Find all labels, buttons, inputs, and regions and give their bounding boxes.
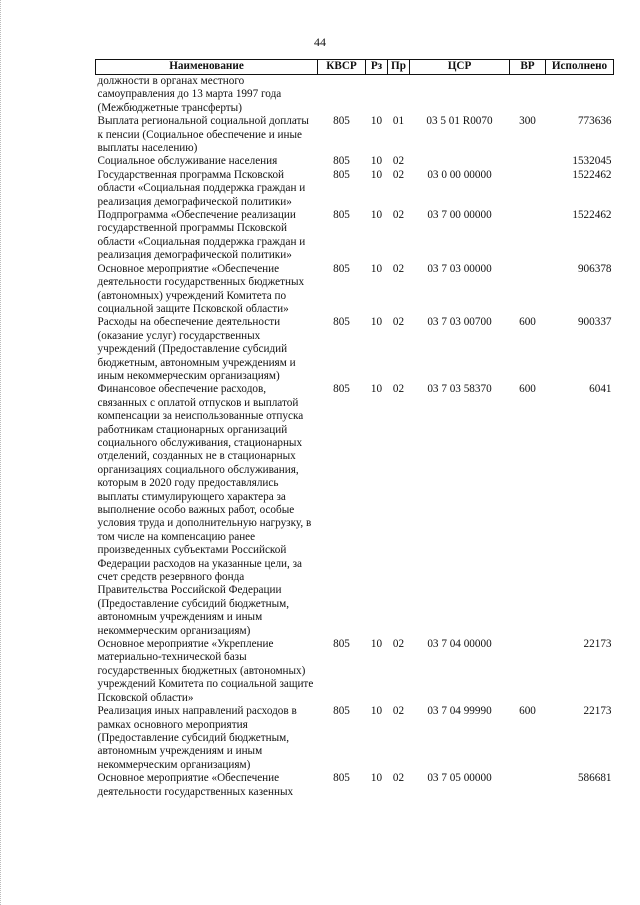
header-pr: Пр: [388, 60, 410, 75]
cell-rz: [366, 75, 388, 116]
cell-name: Социальное обслуживание населения: [97, 155, 278, 168]
cell-rz: 10: [370, 262, 383, 275]
table-row: [96, 772, 614, 799]
cell-done: 1522462: [572, 168, 612, 181]
table-row: [96, 169, 614, 209]
header-kvsr: КВСР: [318, 60, 366, 75]
cell-pr: 02: [392, 638, 405, 651]
table-row: [96, 383, 614, 638]
cell-pr: 02: [392, 168, 405, 181]
header-csr: ЦСР: [410, 60, 510, 75]
cell-pr: 02: [392, 383, 405, 396]
cell-rz: 10: [370, 383, 383, 396]
header-rz: Рз: [366, 60, 388, 75]
cell-kvsr: 805: [333, 115, 350, 128]
cell-pr: 02: [392, 316, 405, 329]
cell-done: 906378: [577, 262, 612, 275]
cell-csr: 03 5 01 R0070: [426, 115, 493, 128]
cell-pr: 02: [392, 772, 405, 785]
cell-vr: 300: [519, 115, 536, 128]
cell-kvsr: 805: [333, 638, 350, 651]
cell-rz: 10: [370, 316, 383, 329]
cell-csr: 03 7 05 00000: [427, 772, 492, 785]
table-row: [96, 75, 614, 116]
cell-pr: 02: [392, 209, 405, 222]
table-row: [96, 115, 614, 155]
table-row: [96, 209, 614, 263]
cell-kvsr: 805: [333, 316, 350, 329]
cell-vr: [510, 263, 546, 317]
cell-done: 1522462: [572, 209, 612, 222]
cell-rz: 10: [370, 168, 383, 181]
cell-kvsr: 805: [333, 168, 350, 181]
cell-pr: 02: [392, 262, 405, 275]
cell-name: Реализация иных направлений расходов в рамках основного мероприятия (Предоставление субсидий бюджетным, автономным учреждениям и иным некоммерческим организациям): [97, 705, 297, 771]
cell-vr: 600: [519, 383, 536, 396]
table-row: [96, 155, 614, 168]
cell-pr: 01: [392, 115, 405, 128]
header-done: Исполнено: [546, 60, 614, 75]
cell-kvsr: [318, 75, 366, 116]
table-row: [96, 316, 614, 383]
cell-kvsr: 805: [333, 772, 350, 785]
budget-table: [95, 59, 614, 799]
table-row: [96, 705, 614, 772]
header-vr: ВР: [510, 60, 546, 75]
cell-name: Выплата региональной социальной доплаты к пенсии (Социальное обеспечение и иные выплаты населению): [97, 115, 309, 155]
cell-done: 22173: [583, 705, 612, 718]
cell-done: 22173: [583, 638, 612, 651]
cell-pr: 02: [392, 705, 405, 718]
cell-csr: 03 7 03 58370: [427, 383, 492, 396]
cell-kvsr: 805: [333, 383, 350, 396]
cell-rz: 10: [370, 638, 383, 651]
cell-csr: 03 7 00 00000: [427, 209, 492, 222]
cell-name: должности в органах местного самоуправления до 13 марта 1997 года (Межбюджетные трансферты): [97, 75, 282, 114]
cell-vr: [510, 638, 546, 705]
cell-name: Основное мероприятие «Обеспечение деятельности государственных казенных: [97, 772, 294, 798]
cell-csr: [410, 75, 510, 116]
cell-name: Финансовое обеспечение расходов, связанных с оплатой отпусков и выплатой компенсации за неиспользованные отпуска работникам стационарных организаций социального обслуживания, стационарных отделений, созданных не в стационарных организациях социального обслуживания, которым в 2020 году предоставлялись выплаты стимулирующего характера за выполнение особо важных работ, особые условия труда и дополнительную нагрузку, в том числе на компенсацию ранее произведенных субъектами Российской Федерации расходов на указанные цели, за счет средств резервного фонда Правительства Российской Федерации (Предоставление субсидий бюджетным, автономным учреждениям и иным некоммерческим организациям): [97, 383, 312, 637]
cell-vr: [510, 772, 546, 799]
cell-csr: 03 7 04 00000: [427, 638, 492, 651]
cell-done: 900337: [577, 316, 612, 329]
cell-vr: [510, 155, 546, 168]
cell-csr: 03 7 03 00000: [427, 262, 492, 275]
cell-done: 586681: [577, 772, 612, 785]
cell-done: [546, 75, 614, 116]
cell-csr: 03 7 04 99990: [427, 705, 492, 718]
table-row: [96, 638, 614, 705]
cell-rz: 10: [370, 155, 383, 168]
cell-vr: [510, 169, 546, 209]
cell-name: Основное мероприятие «Укрепление материально-технической базы государственных бюджетных (автономных) учреждений Комитета по социальной защите Псковской области»: [97, 638, 314, 704]
cell-csr: 03 0 00 00000: [427, 168, 492, 181]
cell-done: 1532045: [572, 155, 612, 168]
cell-vr: 600: [519, 705, 536, 718]
cell-pr: 02: [392, 155, 405, 168]
page-number: 44: [314, 35, 326, 49]
cell-name: Подпрограмма «Обеспечение реализации государственной программы Псковской области «Социальная поддержка граждан и реализация демографической политики»: [97, 209, 306, 262]
cell-rz: 10: [370, 705, 383, 718]
cell-vr: [510, 209, 546, 263]
cell-kvsr: 805: [333, 209, 350, 222]
cell-csr: [410, 155, 510, 168]
cell-pr: [388, 75, 410, 116]
cell-rz: 10: [370, 772, 383, 785]
cell-csr: 03 7 03 00700: [427, 316, 492, 329]
table-row: [96, 263, 614, 317]
cell-name: Расходы на обеспечение деятельности (оказание услуг) государственных учреждений (Предоставление субсидий бюджетным, автономным учреждениям и иным некоммерческим организациям): [97, 316, 296, 382]
cell-kvsr: 805: [333, 262, 350, 275]
cell-vr: 600: [519, 316, 536, 329]
cell-name: Основное мероприятие «Обеспечение деятельности государственных бюджетных (автономных) учреждений Комитета по социальной защите Псковской области»: [97, 262, 305, 315]
cell-kvsr: 805: [333, 155, 350, 168]
cell-vr: [510, 75, 546, 116]
scan-edge: [0, 0, 7, 905]
cell-rz: 10: [370, 115, 383, 128]
cell-name: Государственная программа Псковской области «Социальная поддержка граждан и реализация демографической политики»: [97, 168, 306, 208]
table-header-row: [96, 60, 614, 75]
cell-done: 773636: [577, 115, 612, 128]
header-name: Наименование: [96, 60, 318, 75]
cell-kvsr: 805: [333, 705, 350, 718]
cell-done: 6041: [589, 383, 612, 396]
cell-rz: 10: [370, 209, 383, 222]
